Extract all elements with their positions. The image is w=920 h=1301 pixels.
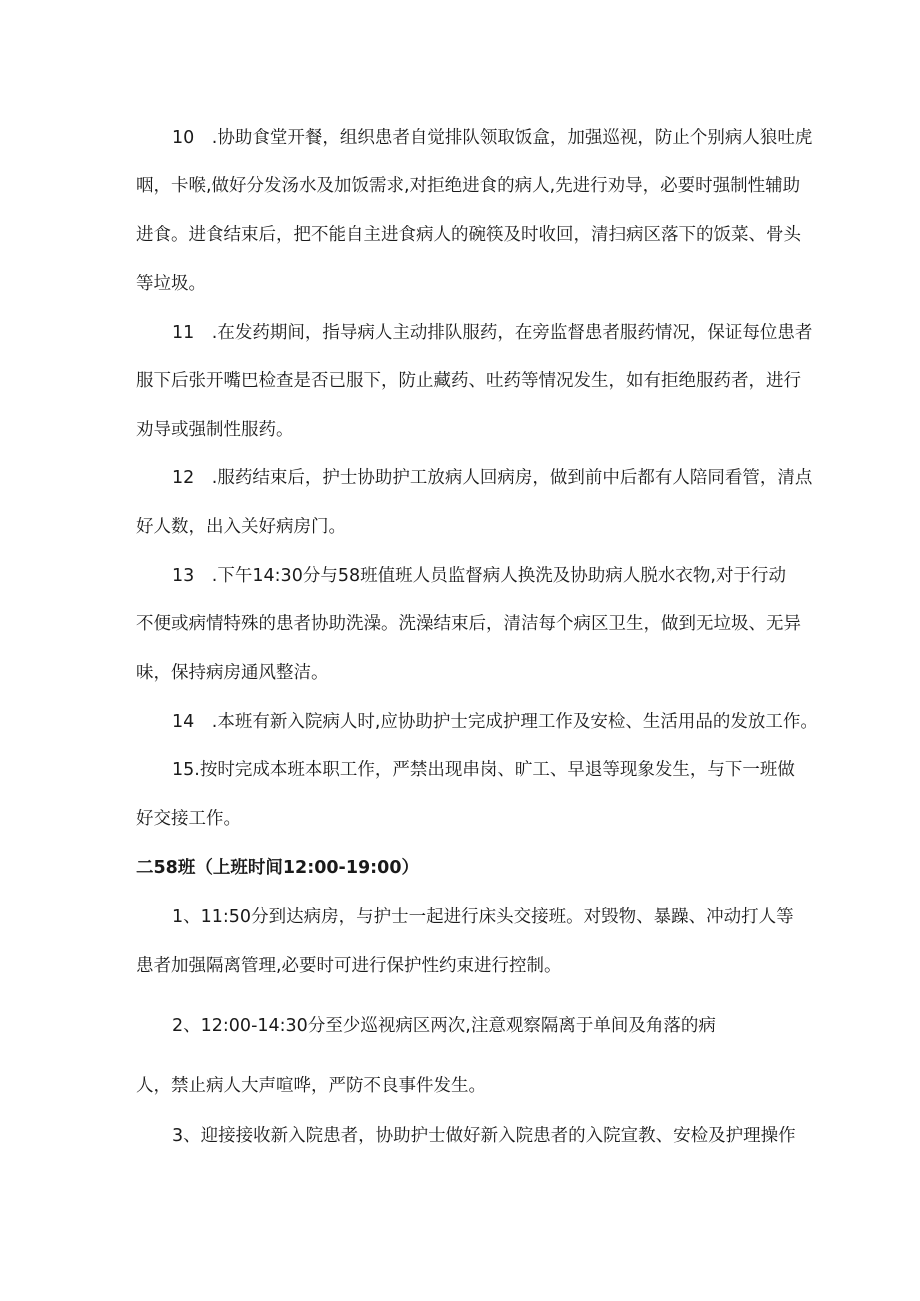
paragraph-15-line-2: 好交接工作。 — [136, 809, 241, 829]
paragraph-13-line-1: 13 .下午14:30分与58班值班人员监督病人换洗及协助病人脱水衣物,对于行动 — [172, 566, 786, 586]
paragraph-10-line-3: 进食。进食结束后，把不能自主进食病人的碗筷及时收回，清扫病区落下的饭菜、骨头 — [136, 225, 801, 245]
item-2-line-2: 人，禁止病人大声喧哗，严防不良事件发生。 — [136, 1076, 486, 1096]
paragraph-13-line-2: 不便或病情特殊的患者协助洗澡。洗澡结束后，清洁每个病区卫生，做到无垃圾、无异 — [136, 614, 801, 634]
paragraph-10-line-4: 等垃圾。 — [136, 274, 206, 294]
paragraph-11-line-2: 服下后张开嘴巴检查是否已服下，防止藏药、吐药等情况发生，如有拒绝服药者，进行 — [136, 371, 801, 391]
paragraph-11-line-3: 劝导或强制性服药。 — [136, 420, 294, 440]
item-1-line-1: 1、11:50分到达病房，与护士一起进行床头交接班。对毁物、暴躁、冲动打人等 — [172, 907, 794, 927]
paragraph-12-line-2: 好人数，出入关好病房门。 — [136, 517, 346, 537]
paragraph-14-line-1: 14 .本班有新入院病人时,应协助护士完成护理工作及安检、生活用品的发放工作。 — [172, 712, 818, 732]
paragraph-10-line-2: 咽，卡喉,做好分发汤水及加饭需求,对拒绝进食的病人,先进行劝导，必要时强制性辅助 — [136, 176, 801, 196]
section-heading-58: 二58班（上班时间12:00-19:00） — [136, 858, 420, 878]
paragraph-13-line-3: 味，保持病房通风整洁。 — [136, 663, 329, 683]
paragraph-11-line-1: 11 .在发药期间，指导病人主动排队服药，在旁监督患者服药情况，保证每位患者 — [172, 323, 813, 343]
item-3-line-1: 3、迎接接收新入院患者，协助护士做好新入院患者的入院宣教、安检及护理操作 — [172, 1126, 796, 1146]
paragraph-15-line-1: 15.按时完成本班本职工作，严禁出现串岗、旷工、早退等现象发生，与下一班做 — [172, 760, 795, 780]
item-1-line-2: 患者加强隔离管理,必要时可进行保护性约束进行控制。 — [136, 956, 562, 976]
paragraph-10-line-1: 10 .协助食堂开餐，组织患者自觉排队领取饭盒，加强巡视，防止个别病人狼吐虎 — [172, 128, 813, 148]
item-2-line-1: 2、12:00-14:30分至少巡视病区两次,注意观察隔离于单间及角落的病 — [172, 1016, 716, 1036]
paragraph-12-line-1: 12 .服药结束后，护士协助护工放病人回病房，做到前中后都有人陪同看管，清点 — [172, 468, 813, 488]
